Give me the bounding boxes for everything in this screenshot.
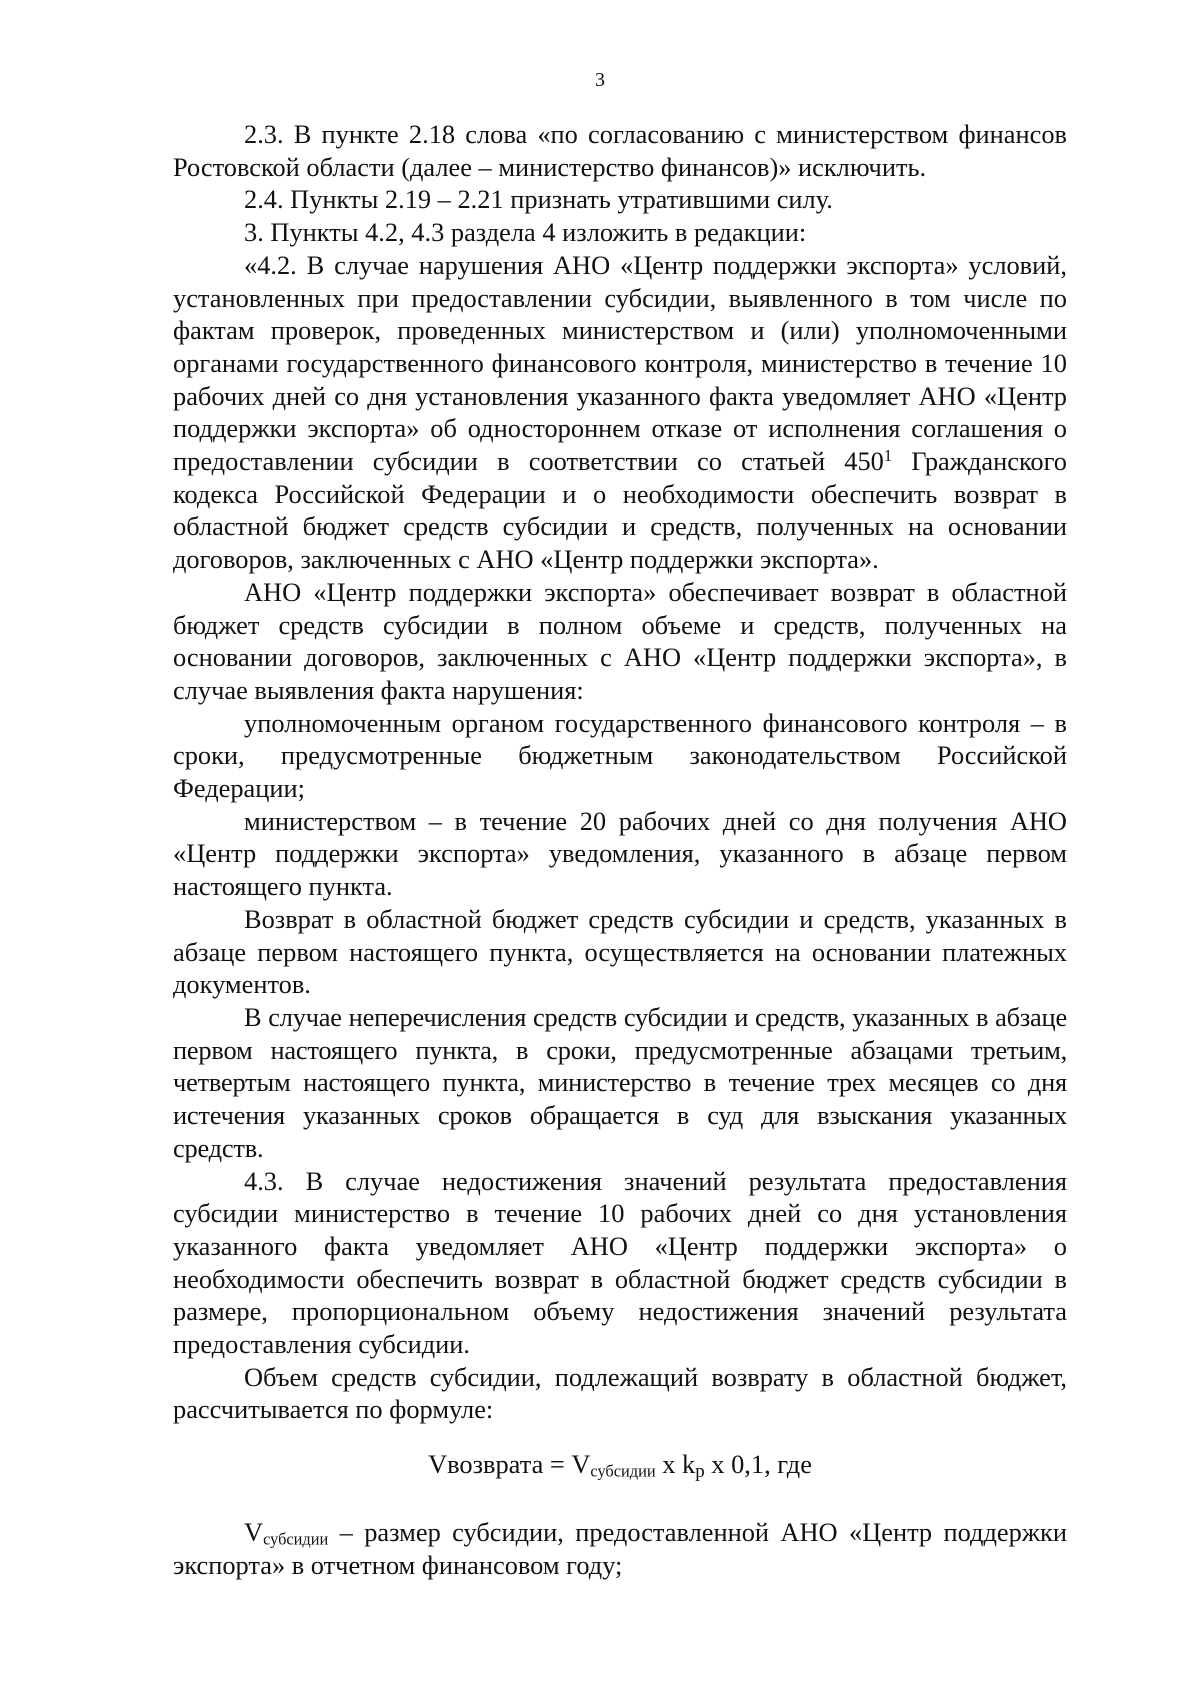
paragraph-return-obligation: АНО «Центр поддержки экспорта» обеспечивает возврат в областной бюджет средств субсидии в полном объеме и средств, полученных на основании договоров, заключенных с АНО «Центр поддержки экспорта», в случае выявления факта нарушения: bbox=[173, 576, 1067, 705]
document-body bbox=[173, 118, 1067, 1581]
formula-rhs: x 0,1, где bbox=[704, 1449, 812, 1480]
paragraph-2-4: 2.4. Пункты 2.19 – 2.21 признать утратившими силу. bbox=[244, 184, 833, 215]
paragraph-4-2 bbox=[173, 249, 1067, 576]
definition-text: – размер субсидии, предоставленной АНО «Центр поддержки экспорта» в отчетном финансовом году; bbox=[173, 1516, 1067, 1580]
paragraph-return-basis: Возврат в областной бюджет средств субсидии и средств, указанных в абзаце первом настоящего пункта, осуществляется на основании платежных документов. bbox=[173, 903, 1067, 1000]
paragraph-control-body: уполномоченным органом государственного финансового контроля – в сроки, предусмотренные бюджетным законодательством Российской Федерации; bbox=[173, 707, 1067, 804]
paragraph-4-2-text-b: Гражданского кодекса Российской Федерации и о необходимости обеспечить возврат в областной бюджет средств субсидии и средств, полученных на основании договоров, заключенных с АНО «Центр поддержки экспорта». bbox=[173, 446, 1067, 575]
definition-subscript: субсидии bbox=[263, 1529, 329, 1549]
paragraph-2-3: 2.3. В пункте 2.18 слова «по согласованию с министерством финансов Ростовской области (далее – министерство финансов)» исключить. bbox=[173, 119, 1067, 182]
paragraph-ministry: министерством – в течение 20 рабочих дней со дня получения АНО «Центр поддержки экспорта» уведомления, указанного в абзаце первом настоящего пункта. bbox=[173, 805, 1067, 902]
article-superscript: 1 bbox=[883, 446, 893, 466]
formula-subscript-k: р bbox=[695, 1460, 705, 1482]
formula-mid: x k bbox=[655, 1449, 696, 1480]
formula-subscript-subsidy: субсидии bbox=[590, 1461, 656, 1481]
paragraph-formula-intro: Объем средств субсидии, подлежащий возврату в областной бюджет, рассчитывается по формуле: bbox=[173, 1361, 1067, 1425]
page-number: 3 bbox=[595, 69, 605, 91]
formula bbox=[173, 1448, 1067, 1481]
paragraph-4-2-text-a: «4.2. В случае нарушения АНО «Центр поддержки экспорта» условий, установленных при предоставлении субсидии, выявленного в том числе по фактам проверок, проведенных министерством и (или) уполномоченными органами государственного финансового контроля, министерство в течение 10 рабочих дней со дня установления указанного факта уведомляет АНО «Центр поддержки экспорта» об одностороннем отказе от исполнения соглашения о предоставлении субсидии в соответствии со статьей 450 bbox=[173, 249, 1067, 477]
paragraph-4-3: 4.3. В случае недостижения значений результата предоставления субсидии министерство в течение 10 рабочих дней со дня установления указанного факта уведомляет АНО «Центр поддержки экспорта» о необходимости обеспечить возврат в областной бюджет средств субсидии в размере, пропорциональном объему недостижения значений результата предоставления субсидии. bbox=[173, 1165, 1067, 1360]
formula-lhs: Vвозврата = V bbox=[428, 1449, 591, 1480]
definition-v-subsidy bbox=[173, 1516, 1067, 1581]
definition-symbol: V bbox=[244, 1516, 264, 1547]
paragraph-non-transfer: В случае неперечисления средств субсидии и средств, указанных в абзаце первом настоящего пункта, в сроки, предусмотренные абзацами третьим, четвертым настоящего пункта, министерство в течение трех месяцев со дня истечения указанных сроков обращается в суд для взыскания указанных средств. bbox=[173, 1001, 1067, 1163]
paragraph-3: 3. Пункты 4.2, 4.3 раздела 4 изложить в редакции: bbox=[244, 217, 807, 248]
